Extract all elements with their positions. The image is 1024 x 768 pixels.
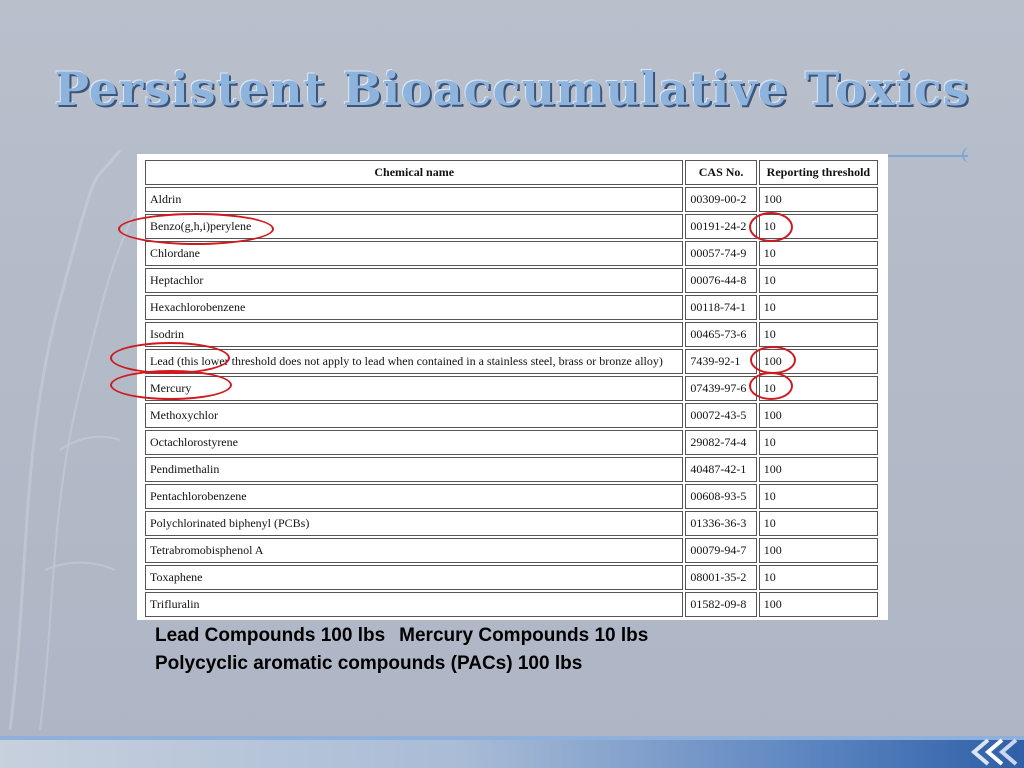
cas-number-cell: 00465-73-6 <box>685 322 756 347</box>
chemical-name-cell: Pendimethalin <box>145 457 683 482</box>
chemical-table <box>143 158 880 619</box>
threshold-cell: 10 <box>759 430 878 455</box>
threshold-cell: 10 <box>759 511 878 536</box>
cas-number-cell: 00076-44-8 <box>685 268 756 293</box>
chemical-name-cell: Isodrin <box>145 322 683 347</box>
threshold-cell: 10 <box>759 322 878 347</box>
table-row <box>145 349 878 374</box>
cas-number-cell: 00079-94-7 <box>685 538 756 563</box>
cas-number-cell: 00057-74-9 <box>685 241 756 266</box>
threshold-cell: 100 <box>759 403 878 428</box>
threshold-cell: 10 <box>759 295 878 320</box>
chemical-name-cell: Octachlorostyrene <box>145 430 683 455</box>
chemical-name-cell: Mercury <box>145 376 683 401</box>
table-row <box>145 241 878 266</box>
table-row <box>145 214 878 239</box>
chemical-name-cell: Toxaphene <box>145 565 683 590</box>
cas-number-cell: 00309-00-2 <box>685 187 756 212</box>
chemical-name-cell: Chlordane <box>145 241 683 266</box>
chemical-table-panel <box>137 154 888 620</box>
chemical-name-cell: Aldrin <box>145 187 683 212</box>
table-row <box>145 430 878 455</box>
chemical-name-cell: Polychlorinated biphenyl (PCBs) <box>145 511 683 536</box>
table-row <box>145 592 878 617</box>
table-row <box>145 511 878 536</box>
threshold-cell: 100 <box>759 187 878 212</box>
table-row <box>145 565 878 590</box>
chemical-name-cell: Methoxychlor <box>145 403 683 428</box>
notes-line-1 <box>155 622 855 650</box>
threshold-cell: 100 <box>759 457 878 482</box>
cas-number-cell: 08001-35-2 <box>685 565 756 590</box>
cas-number-cell: 01336-36-3 <box>685 511 756 536</box>
cas-number-cell: 00608-93-5 <box>685 484 756 509</box>
threshold-cell: 10 <box>759 565 878 590</box>
table-row <box>145 376 878 401</box>
header-cas-no: CAS No. <box>685 160 756 185</box>
chemical-name-cell: Heptachlor <box>145 268 683 293</box>
cas-number-cell: 07439-97-6 <box>685 376 756 401</box>
table-row <box>145 322 878 347</box>
chemical-name-cell: Lead (this lower threshold does not apply to lead when contained in a stainless steel, brass or bronze alloy) <box>145 349 683 374</box>
table-row <box>145 295 878 320</box>
footer-notes <box>155 622 855 678</box>
bottom-decor-bar <box>0 736 1024 768</box>
table-header-row <box>145 160 878 185</box>
cas-number-cell: 00118-74-1 <box>685 295 756 320</box>
bottom-decor-stripe <box>0 736 1024 740</box>
table-row <box>145 187 878 212</box>
note-lead-compounds: Lead Compounds 100 lbs <box>155 625 386 646</box>
threshold-cell: 100 <box>759 349 878 374</box>
table-row <box>145 268 878 293</box>
title-accent-hook <box>962 147 974 163</box>
cas-number-cell: 00072-43-5 <box>685 403 756 428</box>
threshold-cell: 10 <box>759 241 878 266</box>
cas-number-cell: 01582-09-8 <box>685 592 756 617</box>
note-mercury-compounds: Mercury Compounds 10 lbs <box>399 625 649 646</box>
table-row <box>145 538 878 563</box>
chemical-name-cell: Tetrabromobisphenol A <box>145 538 683 563</box>
chemical-name-cell: Hexachlorobenzene <box>145 295 683 320</box>
threshold-cell: 10 <box>759 484 878 509</box>
cas-number-cell: 40487-42-1 <box>685 457 756 482</box>
threshold-cell: 10 <box>759 268 878 293</box>
cas-number-cell: 7439-92-1 <box>685 349 756 374</box>
slide-title: Persistent Bioaccumulative Toxics <box>54 62 970 116</box>
table-row <box>145 457 878 482</box>
title-accent-line <box>888 155 968 157</box>
threshold-cell: 100 <box>759 592 878 617</box>
background-plant-decoration <box>0 150 140 730</box>
chemical-name-cell: Benzo(g,h,i)perylene <box>145 214 683 239</box>
chemical-name-cell: Pentachlorobenzene <box>145 484 683 509</box>
cas-number-cell: 00191-24-2 <box>685 214 756 239</box>
threshold-cell: 100 <box>759 538 878 563</box>
cas-number-cell: 29082-74-4 <box>685 430 756 455</box>
threshold-cell: 10 <box>759 214 878 239</box>
table-row <box>145 403 878 428</box>
chemical-name-cell: Trifluralin <box>145 592 683 617</box>
chevron-decor-icon <box>962 738 1018 766</box>
table-row <box>145 484 878 509</box>
note-pacs: Polycyclic aromatic compounds (PACs) 100 lbs <box>155 653 583 674</box>
threshold-cell: 10 <box>759 376 878 401</box>
header-reporting-threshold: Reporting threshold <box>759 160 878 185</box>
header-chemical-name: Chemical name <box>145 160 683 185</box>
